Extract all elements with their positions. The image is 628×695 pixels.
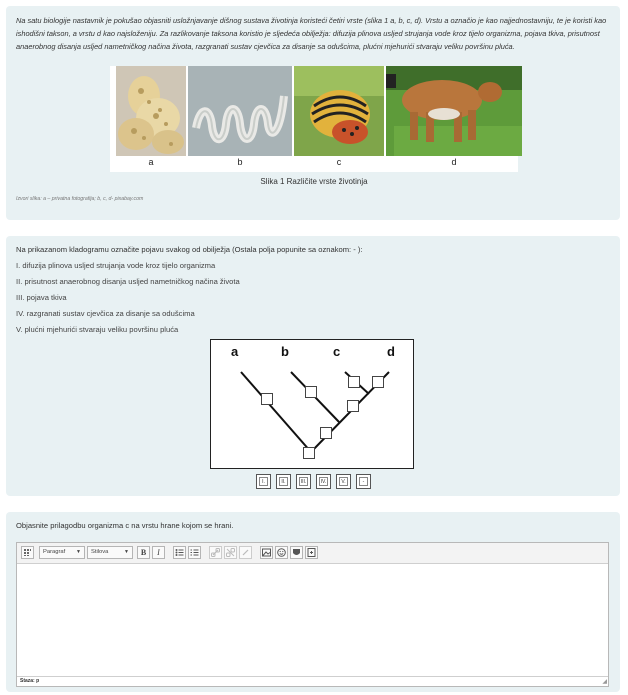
photo-c-label: c <box>336 157 342 167</box>
file-icon <box>306 547 317 558</box>
editor-status-bar <box>17 676 608 686</box>
question-3-title: Objasnite prilagodbu organizma c na vrstu hrane kojom se hrani. <box>16 521 234 530</box>
cladogram-drop-box-4[interactable] <box>372 376 384 388</box>
cladogram-drop-box-5[interactable] <box>347 400 359 412</box>
cladogram-drop-box-1[interactable] <box>261 393 273 405</box>
question-3-panel <box>6 512 620 692</box>
rich-text-editor <box>16 542 609 687</box>
numbered-list-icon <box>189 547 200 558</box>
photo-a-label: a <box>148 157 154 167</box>
token-IV-label: IV. <box>320 479 327 485</box>
smiley-icon <box>276 547 287 558</box>
figure-photos <box>110 66 518 172</box>
anchor-button[interactable] <box>239 546 252 559</box>
cladogram-label-b: b <box>281 344 289 359</box>
question-1-intro: Na satu biologije nastavnik je pokušao objasniti usložnjavanje dišnog sustava životinja koristeći četiri vrste (slika 1 a, b, c, d). Vrstu a označio je kao najjednostavniju, te je koristi kao ishodišni takson, a vrstu d kao najsloženiju. Za razlikovanje taksona koristio je sljedeća obilježja: difuzija plinova usljed strujanja vode kroz tijelo organizma, pojava tkiva, prisutnost anaerobnog disanja usljed nametničkog načina života, razgranati sustav cjevčica za disanje sa odušcima, plućni mjehurići stvaraju veliku površinu pluća. <box>16 16 607 51</box>
paragraph-format-select[interactable] <box>39 546 85 559</box>
photo-d-cow <box>386 66 522 156</box>
token-V[interactable] <box>336 474 351 489</box>
unlink-icon <box>225 547 236 558</box>
token-III[interactable] <box>296 474 311 489</box>
photo-b-label: b <box>237 157 243 167</box>
token-II[interactable] <box>276 474 291 489</box>
cladogram-drop-box-3[interactable] <box>348 376 360 388</box>
token-dash-label: - <box>359 477 368 486</box>
feature-item-5: V. plućni mjehurići stvaraju veliku površinu pluća <box>16 325 179 334</box>
token-I-label: I. <box>259 477 268 486</box>
paragraph-format-value: Paragraf <box>43 549 66 555</box>
token-I[interactable] <box>256 474 271 489</box>
anchor-icon <box>240 547 251 558</box>
feature-item-1: I. difuzija plinova usljed strujanja vode kroz tijelo organizma <box>16 261 216 270</box>
chevron-down-icon: ▼ <box>76 549 81 555</box>
toolbar-grid-icon <box>22 547 33 558</box>
editor-status-path: Staza: p <box>20 678 40 684</box>
cladogram-drop-box-6[interactable] <box>320 427 332 439</box>
figure-caption: Slika 1 Različite vrste životinja <box>260 177 368 186</box>
image-source-note: Izvori slika: a – privatna fotografija; b, c, d- pixabay.com <box>16 196 144 202</box>
bullet-list-button[interactable] <box>173 546 186 559</box>
unlink-button[interactable] <box>224 546 237 559</box>
photo-a-sponge <box>116 66 186 156</box>
token-III-label: III. <box>300 479 307 485</box>
question-1-panel <box>6 6 620 220</box>
editor-text-area[interactable] <box>17 564 608 676</box>
photo-d-label: d <box>451 157 457 167</box>
feature-item-4: IV. razgranati sustav cjevčica za disanje sa odušcima <box>16 309 195 318</box>
emoticon-button[interactable] <box>275 546 288 559</box>
question-2-title: Na prikazanom kladogramu označite pojavu svakog od obilježja (Ostala polja popunite sa oznakom: - ): <box>16 245 363 254</box>
question-2-panel <box>6 236 620 496</box>
editor-toolbar <box>17 543 608 564</box>
insert-media-button[interactable] <box>290 546 303 559</box>
cladogram-drop-box-2[interactable] <box>305 386 317 398</box>
bold-button[interactable]: B <box>137 546 150 559</box>
font-family-value: Stilova <box>91 549 109 555</box>
image-icon <box>261 547 272 558</box>
cladogram-label-a: a <box>231 344 239 359</box>
bullet-list-icon <box>174 547 185 558</box>
photo-b-tapeworm <box>188 66 292 156</box>
insert-image-button[interactable] <box>260 546 273 559</box>
feature-item-3: III. pojava tkiva <box>16 293 67 302</box>
numbered-list-button[interactable] <box>188 546 201 559</box>
token-V-label: V. <box>339 477 348 486</box>
cladogram-label-c: c <box>333 344 341 359</box>
feature-item-2: II. prisutnost anaerobnog disanja usljed nametničkog načina života <box>16 277 240 286</box>
token-IV[interactable] <box>316 474 331 489</box>
shield-icon <box>291 547 302 558</box>
link-button[interactable] <box>209 546 222 559</box>
chevron-down-icon: ▼ <box>124 549 129 555</box>
photo-c-beetle <box>294 66 384 156</box>
token-II-label: II. <box>279 477 288 486</box>
cladogram-drop-box-7[interactable] <box>303 447 315 459</box>
font-family-select[interactable] <box>87 546 133 559</box>
resize-handle-icon[interactable]: ◢ <box>602 679 607 685</box>
link-icon <box>210 547 221 558</box>
toolbar-toggle-button[interactable] <box>21 546 34 559</box>
answer-tokens <box>256 474 372 489</box>
token-dash[interactable] <box>356 474 371 489</box>
cladogram-label-d: d <box>387 344 395 359</box>
italic-button[interactable]: I <box>152 546 165 559</box>
cladogram <box>210 339 414 469</box>
insert-file-button[interactable] <box>305 546 318 559</box>
